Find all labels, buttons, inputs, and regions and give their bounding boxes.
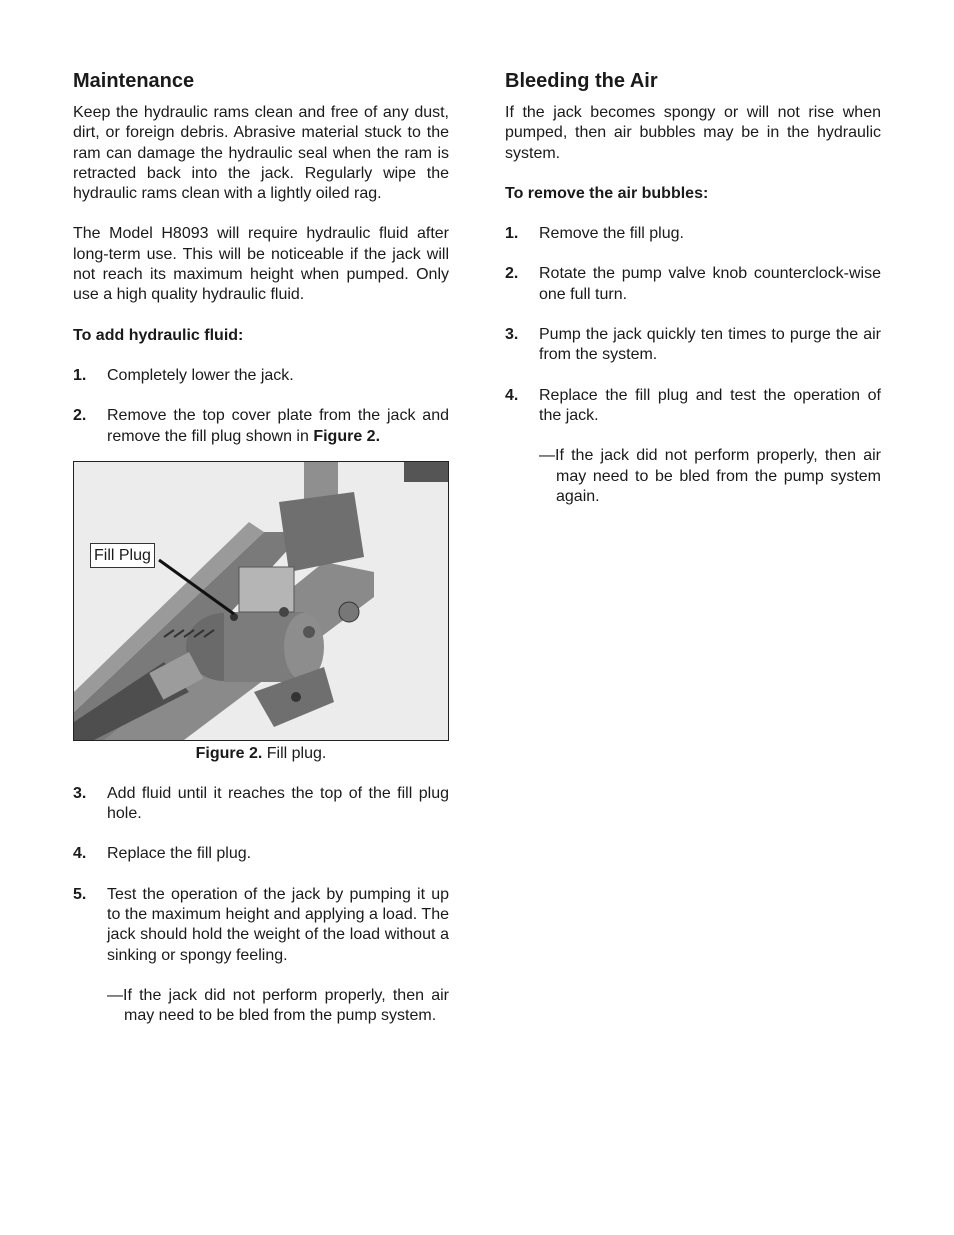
step-number: 5.	[73, 885, 87, 903]
add-fluid-step-4	[73, 844, 449, 864]
caption-label: Figure 2.	[195, 744, 263, 762]
figure-2-photo	[73, 461, 449, 741]
add-fluid-step-5	[73, 885, 449, 966]
step-number: 2.	[73, 407, 87, 425]
step-number: 1.	[73, 366, 87, 384]
add-fluid-step-3	[73, 784, 449, 825]
add-fluid-step-1	[73, 366, 449, 386]
step-text: Replace the fill plug.	[107, 845, 252, 863]
step-text: Add fluid until it reaches the top of the fill plug hole.	[107, 784, 449, 823]
figure-2-caption	[73, 744, 449, 764]
fill-plug-callout: Fill Plug	[90, 543, 155, 568]
maintenance-column	[73, 66, 449, 1027]
add-fluid-subhead: To add hydraulic fluid:	[73, 326, 244, 344]
step-number: 2.	[505, 265, 519, 283]
maintenance-paragraph-1: Keep the hydraulic rams clean and free of any dust, dirt, or foreign debris. Abrasive material stuck to the ram can damage the hydraulic seal when the ram is retracted back into the jack. Regularly wipe the hydraulic rams clean with a lightly oiled rag.	[73, 104, 449, 203]
step-number: 3.	[505, 326, 519, 344]
bleed-step-4	[505, 386, 881, 427]
bleed-step-3	[505, 325, 881, 366]
step-text: Replace the fill plug and test the operation of the jack.	[539, 386, 881, 424]
step-number: 4.	[505, 386, 519, 404]
step-text: Pump the jack quickly ten times to purge the air from the system.	[539, 326, 881, 364]
add-fluid-step-2	[73, 406, 449, 447]
maintenance-paragraph-2: The Model H8093 will require hydraulic fluid after long-term use. This will be noticeable if the jack will not reach its maximum height when pumped. Only use a high quality hydraulic fluid.	[73, 225, 449, 304]
step-text-main: Remove the top cover plate from the jack and remove the fill plug shown in	[107, 407, 449, 445]
maintenance-note: —If the jack did not perform properly, then air may need to be bled from the pump system.	[107, 986, 449, 1025]
figure-reference: Figure 2.	[313, 427, 381, 445]
bleeding-heading: Bleeding the Air	[505, 70, 658, 92]
step-text: Test the operation of the jack by pumping it up to the maximum height and applying a load. The jack should hold the weight of the load without a sinking or spongy feeling.	[107, 885, 449, 964]
step-number: 3.	[73, 784, 87, 802]
maintenance-heading: Maintenance	[73, 70, 195, 92]
remove-air-subhead: To remove the air bubbles:	[505, 184, 709, 202]
bleed-step-1	[505, 224, 881, 244]
step-number: 1.	[505, 225, 519, 243]
jack-illustration	[74, 462, 448, 740]
step-text: Rotate the pump valve knob counterclock-wise one full turn.	[539, 265, 881, 303]
step-text: Completely lower the jack.	[107, 366, 294, 384]
bleeding-paragraph: If the jack becomes spongy or will not rise when pumped, then air bubbles may be in the hydraulic system.	[505, 104, 881, 162]
bleeding-column	[505, 66, 881, 507]
caption-text: Fill plug.	[262, 744, 327, 762]
step-text: Remove the fill plug.	[539, 225, 684, 243]
bleeding-note: —If the jack did not perform properly, then air may need to be bled from the pump system again.	[539, 447, 881, 505]
step-text	[107, 406, 449, 447]
step-number: 4.	[73, 845, 87, 863]
bleed-step-2	[505, 264, 881, 305]
